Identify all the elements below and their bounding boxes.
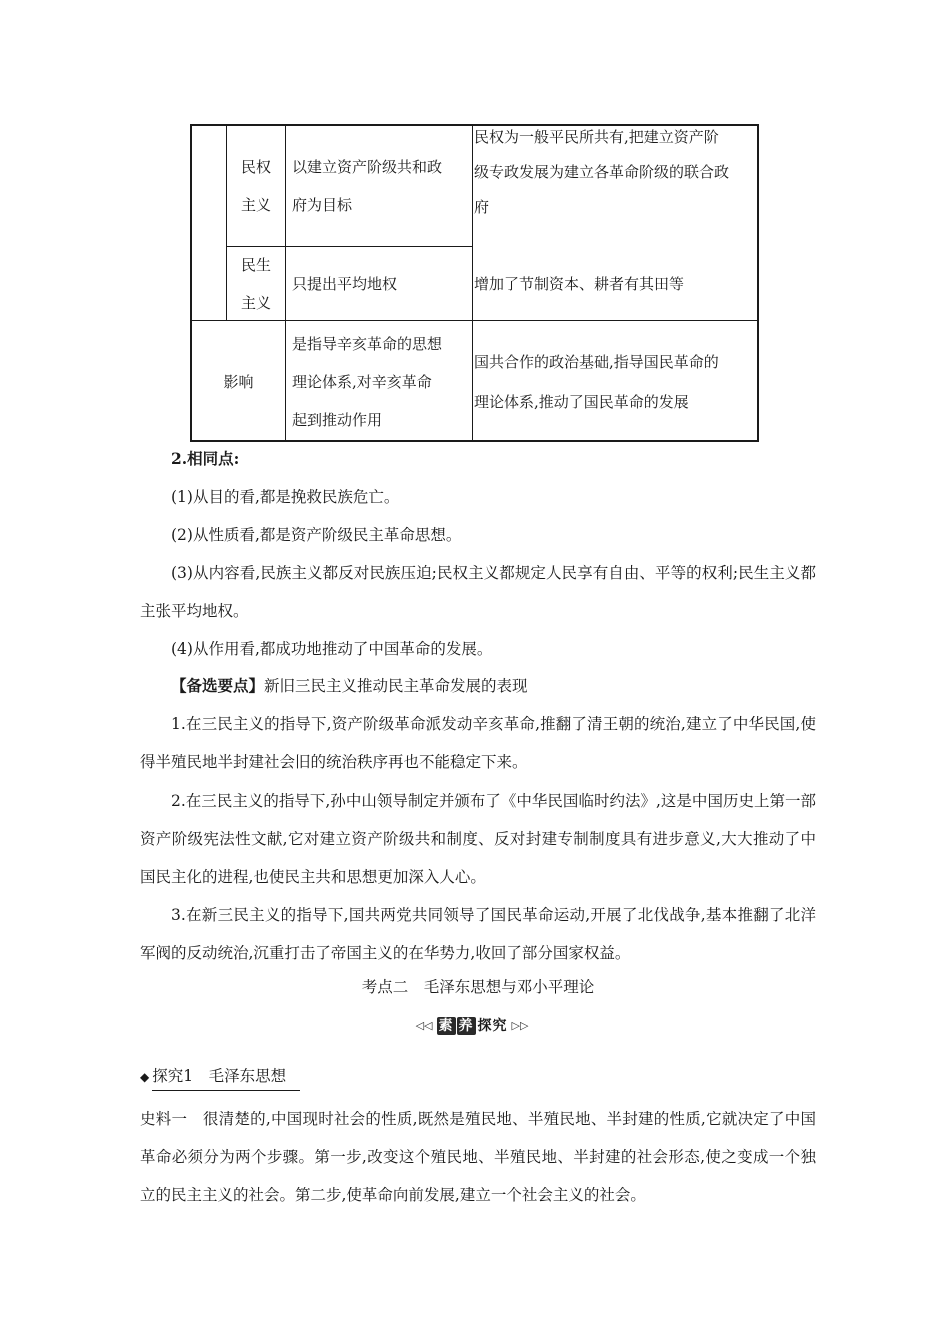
bracket-label: 【备选要点】: [171, 676, 265, 695]
table-row-label: 民权 主义: [240, 158, 271, 214]
page-title: 考点二 毛泽东思想与邓小平理论: [361, 978, 595, 996]
comparison-table: [190, 124, 759, 442]
explore-section-label: ◆ 探究1 毛泽东思想: [140, 1062, 300, 1091]
badge-box: 素 养 探究: [438, 1018, 508, 1034]
table-cell-old: 以建立资产阶级共和政 府为目标: [292, 158, 443, 214]
paragraph: 3.在新三民主义的指导下,国共两党共同领导了国民革命运动,开展了北伐战争,基本推翻了北洋军阀的反动统治,沉重打击了帝国主义的在华势力,收回了部分国家权益。: [140, 906, 816, 962]
table-row-label: 民生 主义: [240, 255, 271, 312]
badge-right-ornament-icon: ▷▷: [511, 1018, 529, 1032]
paragraph: (2)从性质看,都是资产阶级民主革命思想。: [171, 526, 462, 544]
paragraph: 2.在三民主义的指导下,孙中山领导制定并颁布了《中华民国临时约法》,这是中国历史上第一部资产阶级宪法性文献,它对建立资产阶级共和制度、反对封建专制制度具有进步意义,大大推动了中国民主化的进程,也使民主共和思想更加深入人心。: [140, 792, 816, 886]
heading-text: 新旧三民主义推动民主革命发展的表现: [264, 677, 528, 695]
paragraph: 1.在三民主义的指导下,资产阶级革命派发动辛亥革命,推翻了清王朝的统治,建立了中华民国,使得半殖民地半封建社会旧的统治秩序再也不能稳定下来。: [140, 715, 816, 771]
section-heading: [140, 667, 816, 705]
table-cell-new: 增加了节制资本、耕者有其田等: [474, 274, 685, 293]
diamond-icon: ◆: [140, 1069, 150, 1084]
literacy-badge: [408, 1011, 536, 1039]
section-heading: 2.相同点:: [171, 449, 240, 468]
source-paragraph: 史料一 很清楚的,中国现时社会的性质,既然是殖民地、半殖民地、半封建的性质,它就决定了中国革命必须分为两个步骤。第一步,改变这个殖民地、半殖民地、半封建的社会形态,使之变成一个独立的民主主义的社会。第二步,使革命向前发展,建立一个社会主义的社会。: [140, 1110, 816, 1204]
paragraph: (4)从作用看,都成功地推动了中国革命的发展。: [171, 640, 493, 658]
badge-left-ornament-icon: ◁◁: [415, 1018, 433, 1032]
paragraph: (1)从目的看,都是挽救民族危亡。: [171, 488, 400, 506]
table-cell-old: 是指导辛亥革命的思想 理论体系,对辛亥革命 起到推动作用: [292, 334, 443, 429]
paragraph: (3)从内容看,民族主义都反对民族压迫;民权主义都规定人民享有自由、平等的权利;民生主义都主张平均地权。: [140, 564, 816, 620]
table-cell-old: 只提出平均地权: [292, 274, 398, 293]
table-cell-new: 民权为一般平民所共有,把建立资产阶 级专政发展为建立各革命阶级的联合政 府: [474, 127, 730, 216]
table-cell-new: 国共合作的政治基础,指导国民革命的 理论体系,推动了国民革命的发展: [474, 352, 719, 411]
table-row-label: 影响: [223, 372, 254, 391]
